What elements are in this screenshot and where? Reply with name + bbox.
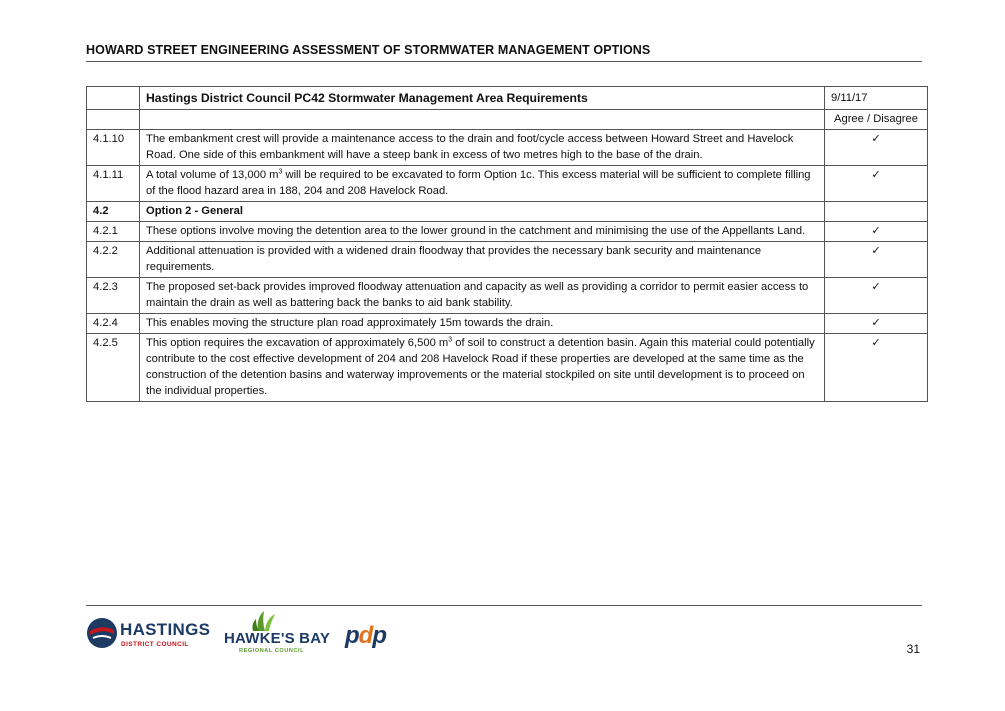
clause-number: 4.2 xyxy=(87,202,140,222)
footer-rule xyxy=(86,605,922,606)
superscript: 3 xyxy=(278,168,283,176)
table-date: 9/11/17 xyxy=(825,87,928,110)
requirement-row xyxy=(87,314,928,334)
hastings-emblem-icon xyxy=(86,616,118,650)
check-mark-icon: ✓ xyxy=(825,130,928,166)
requirement-row xyxy=(87,222,928,242)
requirement-text-part: will be required to be excavated to form Option 1c. This excess material will be sufficient to complete filling of the flood hazard area in 188, 204 and 208 Havelock Road. xyxy=(146,169,811,197)
section-heading-row xyxy=(87,202,928,222)
clause-number: 4.1.11 xyxy=(87,166,140,202)
document-header: HOWARD STREET ENGINEERING ASSESSMENT OF STORMWATER MANAGEMENT OPTIONS xyxy=(86,43,922,62)
hawkes-bay-wordmark: HAWKE'S BAY xyxy=(224,630,331,647)
requirement-text xyxy=(140,334,825,402)
hawkes-bay-leaf-icon xyxy=(250,610,280,632)
empty-cell xyxy=(825,202,928,222)
requirement-text-part: This option requires the excavation of approximately 6,500 m xyxy=(146,337,449,349)
table-title: Hastings District Council PC42 Stormwater Management Area Requirements xyxy=(140,87,825,110)
requirement-text-part: The proposed set-back provides improved floodway attenuation and capacity as well as providing a corridor to permit easier access to maintain the drain as well as battering back the banks to aid bank stability. xyxy=(146,281,809,309)
clause-number: 4.2.4 xyxy=(87,314,140,334)
check-mark-icon: ✓ xyxy=(825,166,928,202)
requirement-row xyxy=(87,278,928,314)
pdp-letter-p2: p xyxy=(372,622,387,649)
hastings-wordmark: HASTINGS xyxy=(120,620,211,639)
pdp-logo xyxy=(345,622,386,650)
requirement-text xyxy=(140,242,825,278)
requirement-row xyxy=(87,334,928,402)
superscript: 3 xyxy=(448,336,453,344)
requirement-text xyxy=(140,130,825,166)
requirement-text-part: These options involve moving the detention area to the lower ground in the catchment and minimising the use of the Appellants Land. xyxy=(146,225,806,237)
requirement-text xyxy=(140,166,825,202)
check-mark-icon: ✓ xyxy=(825,222,928,242)
clause-number: 4.1.10 xyxy=(87,130,140,166)
check-mark-icon: ✓ xyxy=(825,334,928,402)
requirements-table xyxy=(86,86,928,402)
clause-number: 4.2.1 xyxy=(87,222,140,242)
requirement-text xyxy=(140,278,825,314)
check-mark-icon: ✓ xyxy=(825,242,928,278)
requirement-text xyxy=(140,314,825,334)
requirement-row xyxy=(87,130,928,166)
requirement-text-part: Additional attenuation is provided with a widened drain floodway that provides the necessary bank security and maintenance requirements. xyxy=(146,245,762,273)
clause-number: 4.2.3 xyxy=(87,278,140,314)
hastings-subtitle: DISTRICT COUNCIL xyxy=(121,641,189,648)
hawkes-bay-logo xyxy=(224,610,336,658)
check-mark-icon: ✓ xyxy=(825,278,928,314)
empty-cell xyxy=(87,110,140,130)
clause-number: 4.2.2 xyxy=(87,242,140,278)
clause-number: 4.2.5 xyxy=(87,334,140,402)
hawkes-bay-subtitle: REGIONAL COUNCIL xyxy=(239,648,305,654)
requirement-text-part: This enables moving the structure plan road approximately 15m towards the drain. xyxy=(146,317,554,329)
requirement-row xyxy=(87,242,928,278)
hastings-logo xyxy=(86,616,211,656)
check-mark-icon: ✓ xyxy=(825,314,928,334)
requirement-text-part: of soil to construct a detention basin. Again this material could potentially contribute to the cost effective development of 204 and 208 Havelock Road if these properties are developed at the same time as the construction of the detention basins and waterway improvements or the material stockpiled on site until development is to proceed on the individual properties. xyxy=(146,337,815,397)
requirement-text-part: The embankment crest will provide a maintenance access to the drain and foot/cycle access between Howard Street and Havelock Road. One side of this embankment will have a steep bank in excess of two metres high to the base of the drain. xyxy=(146,133,794,161)
pdp-letter-d: d xyxy=(358,622,373,649)
requirement-text-part: A total volume of 13,000 m xyxy=(146,169,279,181)
page-number: 31 xyxy=(906,642,920,656)
agree-disagree-header: Agree / Disagree xyxy=(825,110,928,130)
title-num-cell xyxy=(87,87,140,110)
pdp-letter-p1: p xyxy=(345,622,359,649)
table-title-row xyxy=(87,87,928,110)
requirement-text xyxy=(140,222,825,242)
section-heading: Option 2 - General xyxy=(140,202,825,222)
agree-header-row xyxy=(87,110,928,130)
empty-cell xyxy=(140,110,825,130)
requirement-row xyxy=(87,166,928,202)
